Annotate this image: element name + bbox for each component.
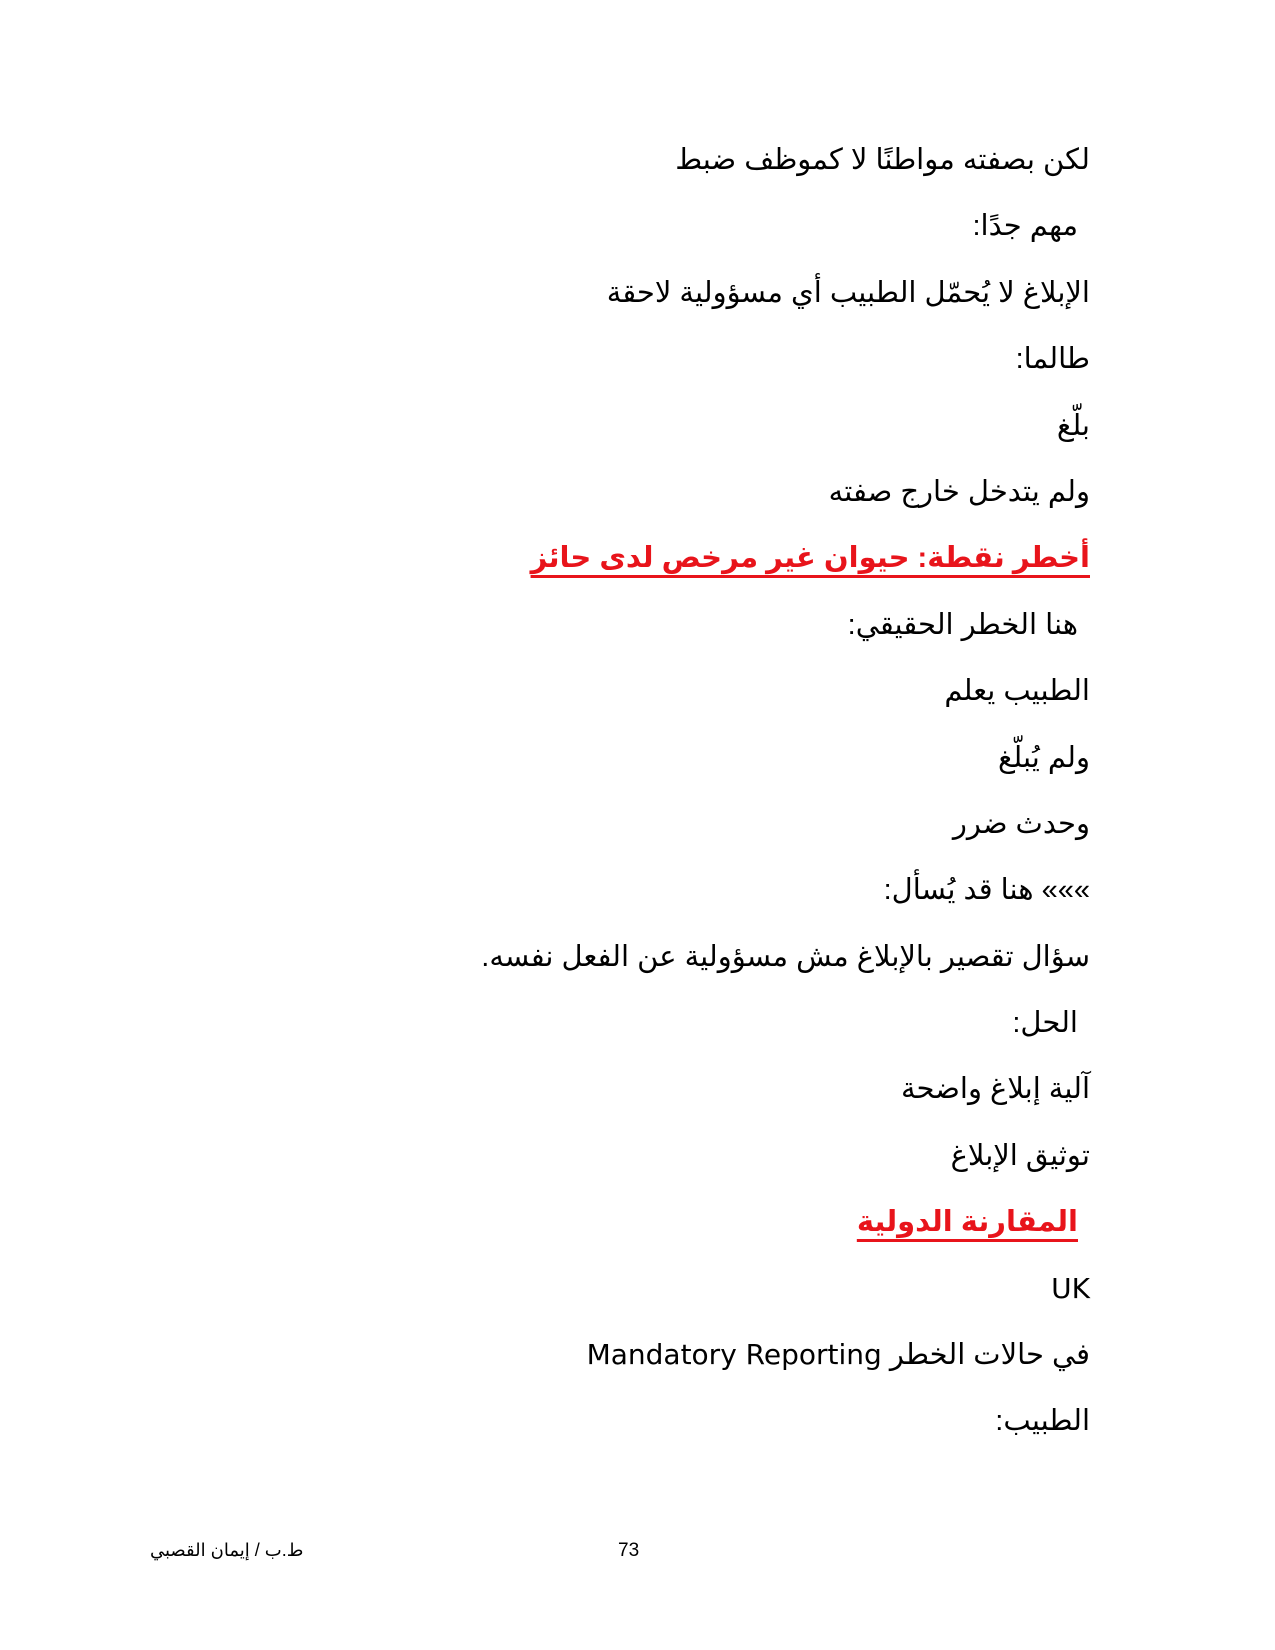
text-line: طالما: [1015,343,1090,376]
text-line: ولم يتدخل خارج صفته [828,475,1090,508]
text-line: بلّغ [1056,409,1090,442]
text-line: »»» هنا قد يُسأل: [883,874,1090,907]
text-line: سؤال تقصير بالإبلاغ مش مسؤولية عن الفعل نفسه. [481,940,1090,973]
text-line: الطبيب يعلم [944,675,1090,708]
footer-author: ط.ب / إيمان القصبي [150,1540,304,1560]
section-heading: المقارنة الدولية [856,1206,1078,1239]
text-line: آلية إبلاغ واضحة [901,1073,1090,1106]
text-line: توثيق الإبلاغ [950,1139,1090,1172]
page-number: 73 [618,1540,640,1561]
section-heading: أخطر نقطة: حيوان غير مرخص لدى حائز [530,542,1090,575]
text-line: الحل: [1012,1007,1078,1040]
text-line: ولم يُبلّغ [997,741,1090,774]
text-line: الطبيب: [995,1405,1090,1438]
text-line: لكن بصفته مواطنًا لا كموظف ضبط [675,144,1090,176]
arabic-part: في حالات الخطر [889,1339,1090,1372]
text-line [370,1335,1090,1401]
text-line: هنا الخطر الحقيقي: [847,608,1078,641]
text-line: مهم جدًا: [972,210,1078,243]
latin-part: Mandatory Reporting [586,1338,882,1372]
document-body [370,140,1090,1468]
text-line: UK [1051,1271,1090,1305]
text-line: وحدث ضرر [952,807,1090,840]
text-line: الإبلاغ لا يُحمّل الطبيب أي مسؤولية لاحقة [606,276,1090,309]
